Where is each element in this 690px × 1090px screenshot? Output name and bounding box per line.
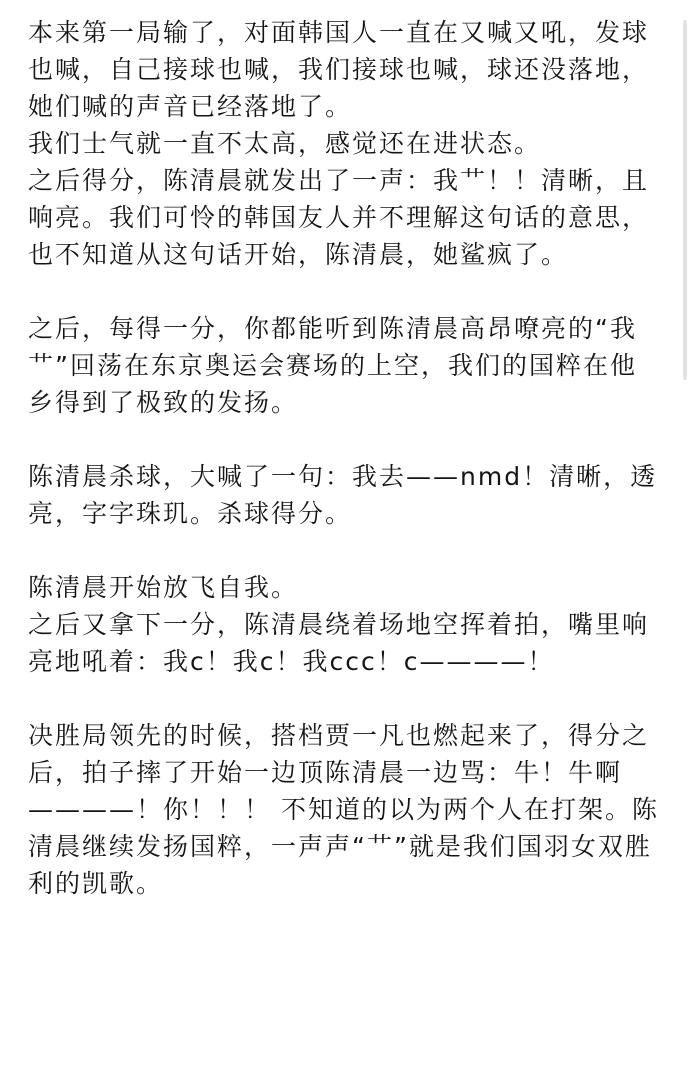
paragraph-let-loose: 陈清晨开始放飞自我。: [28, 573, 299, 602]
paragraph-another-point: 之后又拿下一分，陈清晨绕着场地空挥着拍，嘴里响亮地吼着：我c！我c！我ccc！c————！: [28, 610, 650, 676]
paragraph-morale: 我们士气就一直不太高，感觉还在进状态。: [28, 129, 542, 158]
paragraph-first-shout: 之后得分，陈清晨就发出了一声：我艹！！清晰，且响亮。我们可怜的韩国友人并不理解这句话的意思，也不知道从这句话开始，陈清晨，她鲨疯了。: [28, 166, 650, 269]
scrollbar[interactable]: [683, 20, 687, 380]
paragraph-every-point: 之后，每得一分，你都能听到陈清晨高昂嘹亮的“我艹”回荡在东京奥运会赛场的上空，我们的国粹在他乡得到了极致的发扬。: [28, 314, 637, 417]
paragraph-first-game: 本来第一局输了，对面韩国人一直在又喊又吼，发球也喊，自己接球也喊，我们接球也喊，球还没落地，她们喊的声音已经落地了。: [28, 18, 650, 121]
paragraph-smash: 陈清晨杀球，大喊了一句：我去——nmd！清晰，透亮，字字珠玑。杀球得分。: [28, 462, 658, 528]
article-body: [28, 14, 662, 902]
paragraph-deciding-game: 决胜局领先的时候，搭档贾一凡也燃起来了，得分之后，拍子摔了开始一边顶陈清晨一边骂：牛！牛啊————！你！！！ 不知道的以为两个人在打架。陈清晨继续发扬国粹，一声声“艹”就是我们国羽女双胜利的凯歌。: [28, 721, 659, 898]
